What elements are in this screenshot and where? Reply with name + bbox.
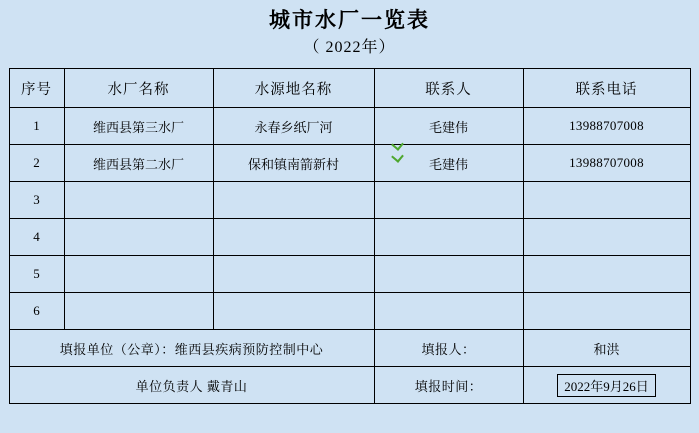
water-plant-table bbox=[9, 68, 691, 404]
cell-plant-name[interactable]: 维西县第二水厂 bbox=[64, 145, 213, 182]
cell-source-name[interactable] bbox=[213, 182, 374, 219]
cell-contact[interactable] bbox=[374, 256, 523, 293]
column-header-plant-name: 水厂名称 bbox=[64, 69, 213, 108]
table-row[interactable] bbox=[9, 182, 690, 219]
footer-leader-line: 单位负责人 戴青山 bbox=[9, 367, 374, 404]
table-row[interactable] bbox=[9, 108, 690, 145]
footer-row-leader bbox=[9, 367, 690, 404]
cell-index[interactable]: 3 bbox=[9, 182, 64, 219]
cell-index[interactable]: 5 bbox=[9, 256, 64, 293]
column-header-contact: 联系人 bbox=[374, 69, 523, 108]
page-subtitle: （ 2022年） bbox=[303, 39, 396, 56]
cell-source-name[interactable] bbox=[213, 219, 374, 256]
footer-row-unit bbox=[9, 330, 690, 367]
cell-index[interactable]: 4 bbox=[9, 219, 64, 256]
cell-plant-name[interactable]: 维西县第三水厂 bbox=[64, 108, 213, 145]
footer-date-cell[interactable] bbox=[523, 367, 690, 404]
cell-contact[interactable] bbox=[374, 219, 523, 256]
cell-index[interactable]: 6 bbox=[9, 293, 64, 330]
footer-unit-line: 填报单位（公章）：维西县疾病预防控制中心 bbox=[9, 330, 374, 367]
cell-source-name[interactable]: 永春乡纸厂河 bbox=[213, 108, 374, 145]
cell-phone[interactable] bbox=[523, 182, 690, 219]
cell-source-name[interactable] bbox=[213, 256, 374, 293]
footer-reporter-value[interactable]: 和洪 bbox=[523, 330, 690, 367]
cell-plant-name[interactable] bbox=[64, 182, 213, 219]
cell-plant-name[interactable] bbox=[64, 219, 213, 256]
page-title: 城市水厂一览表 bbox=[269, 8, 430, 32]
cell-phone[interactable] bbox=[523, 293, 690, 330]
column-header-phone: 联系电话 bbox=[523, 69, 690, 108]
cell-contact[interactable] bbox=[374, 182, 523, 219]
column-header-source-name: 水源地名称 bbox=[213, 69, 374, 108]
title-block bbox=[0, 0, 699, 60]
cell-contact[interactable] bbox=[374, 293, 523, 330]
table-row[interactable] bbox=[9, 145, 690, 182]
footer-date-value[interactable]: 2022年9月26日 bbox=[557, 374, 656, 397]
cell-phone[interactable] bbox=[523, 219, 690, 256]
footer-date-label: 填报时间： bbox=[374, 367, 523, 404]
table-header-row bbox=[9, 69, 690, 108]
table-row[interactable] bbox=[9, 219, 690, 256]
cell-index[interactable]: 2 bbox=[9, 145, 64, 182]
footer-reporter-label: 填报人： bbox=[374, 330, 523, 367]
cell-phone[interactable] bbox=[523, 256, 690, 293]
cell-plant-name[interactable] bbox=[64, 256, 213, 293]
cell-source-name[interactable]: 保和镇南箭新村 bbox=[213, 145, 374, 182]
cell-phone[interactable]: 13988707008 bbox=[523, 108, 690, 145]
cell-contact[interactable]: 毛建伟 bbox=[374, 145, 523, 182]
cell-phone[interactable]: 13988707008 bbox=[523, 145, 690, 182]
column-header-index: 序号 bbox=[9, 69, 64, 108]
table-row[interactable] bbox=[9, 256, 690, 293]
cell-plant-name[interactable] bbox=[64, 293, 213, 330]
cell-contact[interactable]: 毛建伟 bbox=[374, 108, 523, 145]
cell-index[interactable]: 1 bbox=[9, 108, 64, 145]
cell-source-name[interactable] bbox=[213, 293, 374, 330]
table-row[interactable] bbox=[9, 293, 690, 330]
